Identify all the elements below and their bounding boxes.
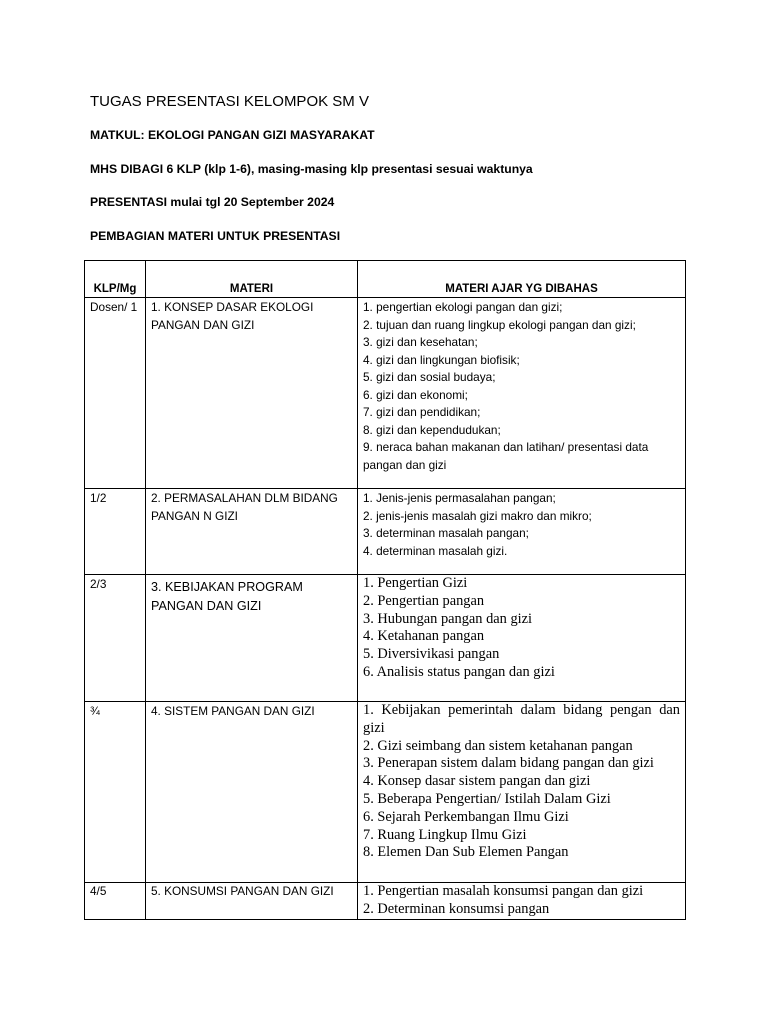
klp-cell <box>85 575 146 702</box>
list-item: 1. Pengertian Gizi <box>363 575 468 591</box>
list-item: 1. pengertian ekologi pangan dan gizi; <box>363 300 563 314</box>
materi-ajar-cell <box>358 702 686 883</box>
table-row <box>85 702 686 883</box>
list-item: 3. Hubungan pangan dan gizi <box>363 610 533 627</box>
list-item: 3. gizi dan kesehatan; <box>363 335 478 349</box>
list-item: 5. Diversivikasi pangan <box>363 646 500 663</box>
materi-ajar-list <box>358 575 685 682</box>
list-item: 5. gizi dan sosial budaya; <box>363 370 496 384</box>
list-item: 2. Gizi seimbang dan sistem ketahanan pangan <box>363 737 633 754</box>
list-item: 4. Konsep dasar sistem pangan dan gizi <box>363 773 591 790</box>
table-row <box>85 883 686 920</box>
klp-value: Dosen/ 1 <box>90 300 138 314</box>
klp-cell <box>85 298 146 489</box>
list-item: 6. Sejarah Perkembangan Ilmu Gizi <box>363 808 569 825</box>
list-item: 4. determinan masalah gizi. <box>363 543 508 558</box>
list-item: 2. tujuan dan ruang lingkup ekologi pangan dan gizi; <box>363 317 636 332</box>
pembagian-heading: PEMBAGIAN MATERI UNTUK PRESENTASI <box>90 229 341 243</box>
materi-ajar-list <box>358 298 685 474</box>
matkul-line: MATKUL: EKOLOGI PANGAN GIZI MASYARAKAT <box>90 128 375 142</box>
list-item: 2. Pengertian pangan <box>363 592 485 609</box>
klp-cell <box>85 489 146 575</box>
materi-ajar-list <box>358 883 685 919</box>
column-header-materi-ajar: MATERI AJAR YG DIBAHAS <box>358 261 686 298</box>
list-item: 6. gizi dan ekonomi; <box>363 387 468 402</box>
materi-cell <box>146 702 358 883</box>
list-item: 1. Jenis-jenis permasalahan pangan; <box>363 491 556 505</box>
list-item: 2. jenis-jenis masalah gizi makro dan mikro; <box>363 508 592 523</box>
presentasi-date-line: PRESENTASI mulai tgl 20 September 2024 <box>90 195 335 209</box>
list-item: 2. Determinan konsumsi pangan <box>363 900 550 917</box>
materi-table <box>84 260 686 920</box>
materi-value: 5. KONSUMSI PANGAN DAN GIZI <box>151 884 334 898</box>
materi-ajar-list <box>358 489 685 560</box>
klp-value: ¾ <box>90 704 100 718</box>
list-item: 8. gizi dan kependudukan; <box>363 422 501 437</box>
klp-value: 4/5 <box>90 884 107 898</box>
list-item: 4. gizi dan lingkungan biofisik; <box>363 352 520 367</box>
materi-cell <box>146 489 358 575</box>
materi-ajar-cell <box>358 883 686 920</box>
table-header-row <box>85 261 686 298</box>
materi-ajar-cell <box>358 489 686 575</box>
materi-cell <box>146 883 358 920</box>
table-row <box>85 298 686 489</box>
materi-value: 1. KONSEP DASAR EKOLOGI PANGAN DAN GIZI <box>151 300 314 332</box>
table-row <box>85 575 686 702</box>
materi-value: 4. SISTEM PANGAN DAN GIZI <box>151 704 315 718</box>
table-row <box>85 489 686 575</box>
klp-cell <box>85 883 146 920</box>
column-header-klp: KLP/Mg <box>85 261 146 298</box>
column-header-materi: MATERI <box>146 261 358 298</box>
mhs-line: MHS DIBAGI 6 KLP (klp 1-6), masing-masing klp presentasi sesuai waktunya <box>90 162 533 176</box>
list-item: 7. gizi dan pendidikan; <box>363 405 481 419</box>
materi-ajar-cell <box>358 298 686 489</box>
list-item: 4. Ketahanan pangan <box>363 628 485 645</box>
materi-value: 2. PERMASALAHAN DLM BIDANG PANGAN N GIZI <box>151 491 338 523</box>
klp-value: 2/3 <box>90 577 107 591</box>
materi-ajar-cell <box>358 575 686 702</box>
list-item: 7. Ruang Lingkup Ilmu Gizi <box>363 826 527 843</box>
materi-value: 3. KEBIJAKAN PROGRAM PANGAN DAN GIZI <box>151 580 303 613</box>
list-item: 3. Penerapan sistem dalam bidang pangan dan gizi <box>363 755 654 772</box>
document-title: TUGAS PRESENTASI KELOMPOK SM V <box>90 93 369 110</box>
list-item: 8. Elemen Dan Sub Elemen Pangan <box>363 844 569 861</box>
klp-value: 1/2 <box>90 491 107 505</box>
klp-cell <box>85 702 146 883</box>
materi-cell <box>146 575 358 702</box>
materi-cell <box>146 298 358 489</box>
list-item: 5. Beberapa Pengertian/ Istilah Dalam Gizi <box>363 790 611 807</box>
list-item: 1. Kebijakan pemerintah dalam bidang pengan dan gizi <box>363 702 680 736</box>
list-item: 6. Analisis status pangan dan gizi <box>363 663 555 680</box>
materi-ajar-list <box>358 702 685 862</box>
list-item: 1. Pengertian masalah konsumsi pangan dan gizi <box>363 883 644 899</box>
list-item: 9. neraca bahan makanan dan latihan/ presentasi data pangan dan gizi <box>363 440 649 472</box>
list-item: 3. determinan masalah pangan; <box>363 526 529 540</box>
